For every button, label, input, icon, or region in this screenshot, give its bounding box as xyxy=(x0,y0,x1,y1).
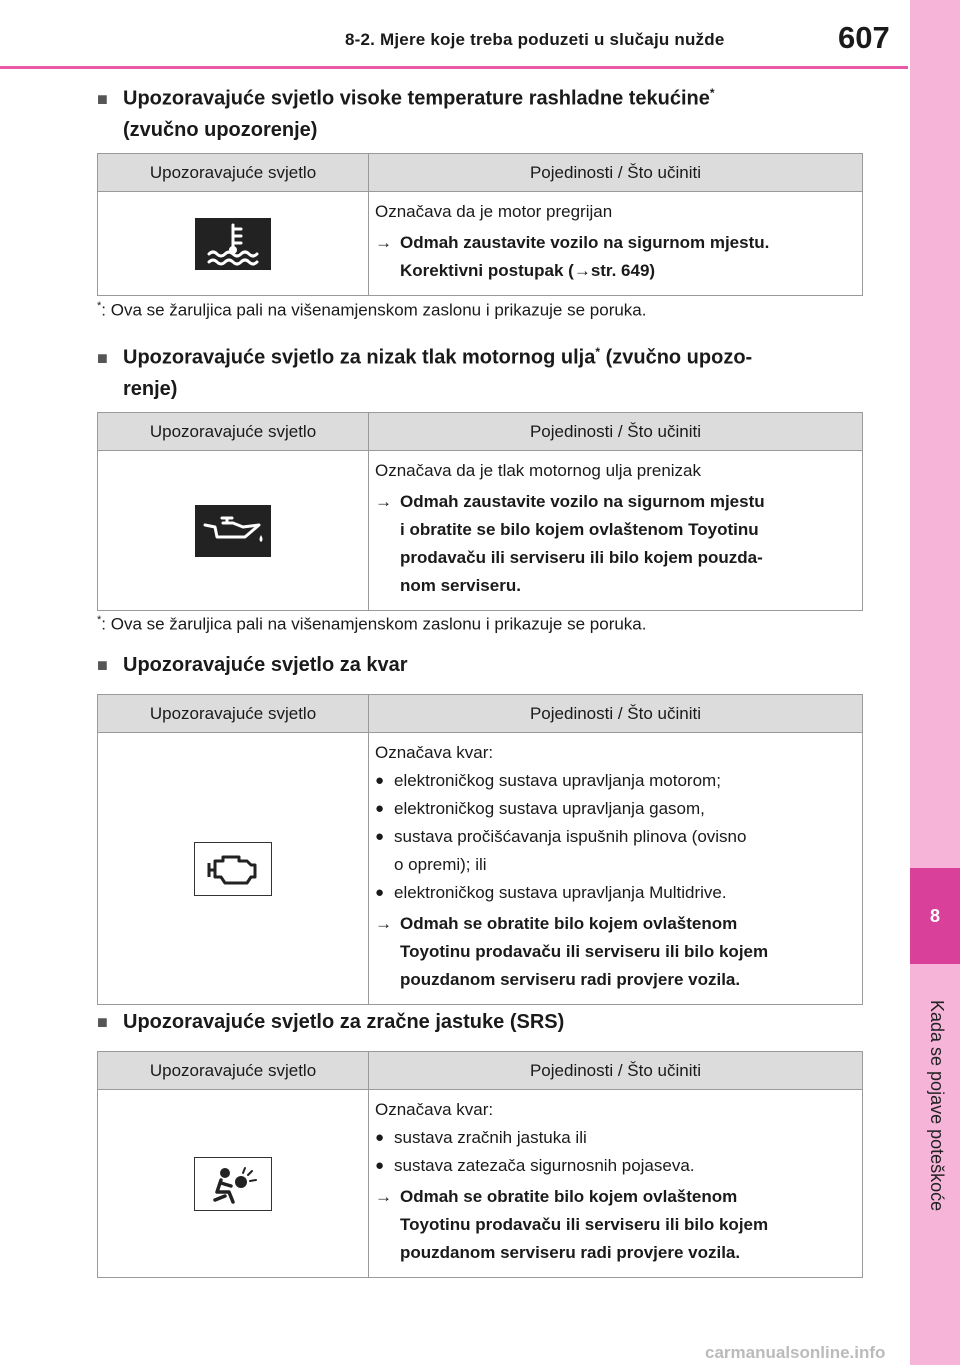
airbag-icon xyxy=(194,1157,272,1211)
table-header-details: Pojedinosti / Što učiniti xyxy=(369,695,863,733)
oil-pressure-icon xyxy=(195,505,271,557)
action-coolant: → Odmah zaustavite vozilo na sigurnom mjestu. Korektivni postupak (→str. 649) xyxy=(375,229,854,285)
page-number: 607 xyxy=(838,20,890,55)
list-item: ● elektroničkog sustava upravljanja gasom, xyxy=(375,795,854,823)
page-header xyxy=(0,0,908,69)
bullet-dot-icon: ● xyxy=(375,1129,385,1146)
list-item: ● sustava zatezača sigurnosnih pojaseva. xyxy=(375,1152,854,1180)
description-malfunction: Označava kvar: xyxy=(375,743,494,762)
table-header-light: Upozoravajuće svjetlo xyxy=(98,413,369,451)
arrow-icon: → xyxy=(375,233,392,252)
warning-table-coolant xyxy=(97,153,863,296)
bullet-dot-icon: ● xyxy=(375,800,385,817)
table-header-details: Pojedinosti / Što učiniti xyxy=(369,154,863,192)
arrow-icon: → xyxy=(375,492,392,511)
table-header-details: Pojedinosti / Što učiniti xyxy=(369,1052,863,1090)
description-oil: Označava da je tlak motornog ulja prenizak xyxy=(375,461,702,480)
arrow-icon: → xyxy=(573,261,591,280)
section-heading-oil: ■ Upozoravajuće svjetlo za nizak tlak motornog ulja* (zvučno upozo- renje) xyxy=(97,337,752,405)
bullet-dot-icon: ● xyxy=(375,772,385,789)
header-title: 8-2. Mjere koje treba poduzeti u slučaju nužde xyxy=(345,30,725,49)
square-bullet-icon: ■ xyxy=(97,1012,108,1032)
action-malfunction: → Odmah se obratite bilo kojem ovlaštenom Toyotinu prodavaču ili serviseru ili bilo kojem pouzdanom serviseru radi provjere vozila. xyxy=(375,910,854,994)
description-airbag: Označava kvar: xyxy=(375,1100,494,1119)
check-engine-icon xyxy=(194,842,272,896)
list-item: ● sustava zračnih jastuka ili xyxy=(375,1124,854,1152)
arrow-icon: → xyxy=(375,1187,392,1206)
warning-table-malfunction xyxy=(97,694,863,1005)
warning-table-oil xyxy=(97,412,863,611)
action-airbag: → Odmah se obratite bilo kojem ovlaštenom Toyotinu prodavaču ili serviseru ili bilo kojem pouzdanom serviseru radi provjere vozila. xyxy=(375,1183,854,1267)
action-oil: → Odmah zaustavite vozilo na sigurnom mjestu i obratite se bilo kojem ovlaštenom Toyotinu prodavaču ili serviseru ili bilo kojem pouzda- nom serviseru. xyxy=(375,488,854,600)
section-heading-coolant: ■ Upozoravajuće svjetlo visoke temperature rashladne tekućine* (zvučno upozorenje) xyxy=(97,78,715,146)
footnote-oil: *: Ova se žaruljica pali na višenamjenskom zaslonu i prikazuje se poruka. xyxy=(97,614,647,634)
section-heading-malfunction: ■ Upozoravajuće svjetlo za kvar xyxy=(97,650,408,681)
bullet-dot-icon: ● xyxy=(375,828,385,845)
list-item: ● sustava pročišćavanja ispušnih plinova (ovisno o opremi); ili xyxy=(375,823,854,879)
description-coolant: Označava da je motor pregrijan xyxy=(375,202,613,221)
chapter-side-tab xyxy=(910,0,960,1365)
warning-table-airbag xyxy=(97,1051,863,1278)
bullet-dot-icon: ● xyxy=(375,1157,385,1174)
footnote-coolant: *: Ova se žaruljica pali na višenamjenskom zaslonu i prikazuje se poruka. xyxy=(97,300,647,320)
coolant-temperature-icon xyxy=(195,218,271,270)
list-item: ● elektroničkog sustava upravljanja Multidrive. xyxy=(375,879,854,907)
chapter-number: 8 xyxy=(910,868,960,964)
square-bullet-icon: ■ xyxy=(97,655,108,675)
chapter-label: Kada se pojave poteškoće xyxy=(927,1000,947,1212)
table-header-light: Upozoravajuće svjetlo xyxy=(98,1052,369,1090)
section-heading-airbag: ■ Upozoravajuće svjetlo za zračne jastuke (SRS) xyxy=(97,1007,564,1038)
bullet-dot-icon: ● xyxy=(375,884,385,901)
table-header-details: Pojedinosti / Što učiniti xyxy=(369,413,863,451)
square-bullet-icon: ■ xyxy=(97,347,108,368)
table-header-light: Upozoravajuće svjetlo xyxy=(98,695,369,733)
table-header-light: Upozoravajuće svjetlo xyxy=(98,154,369,192)
square-bullet-icon: ■ xyxy=(97,88,108,109)
watermark: carmanualsonline.info xyxy=(705,1343,886,1362)
list-item: ● elektroničkog sustava upravljanja motorom; xyxy=(375,767,854,795)
arrow-icon: → xyxy=(375,914,392,933)
